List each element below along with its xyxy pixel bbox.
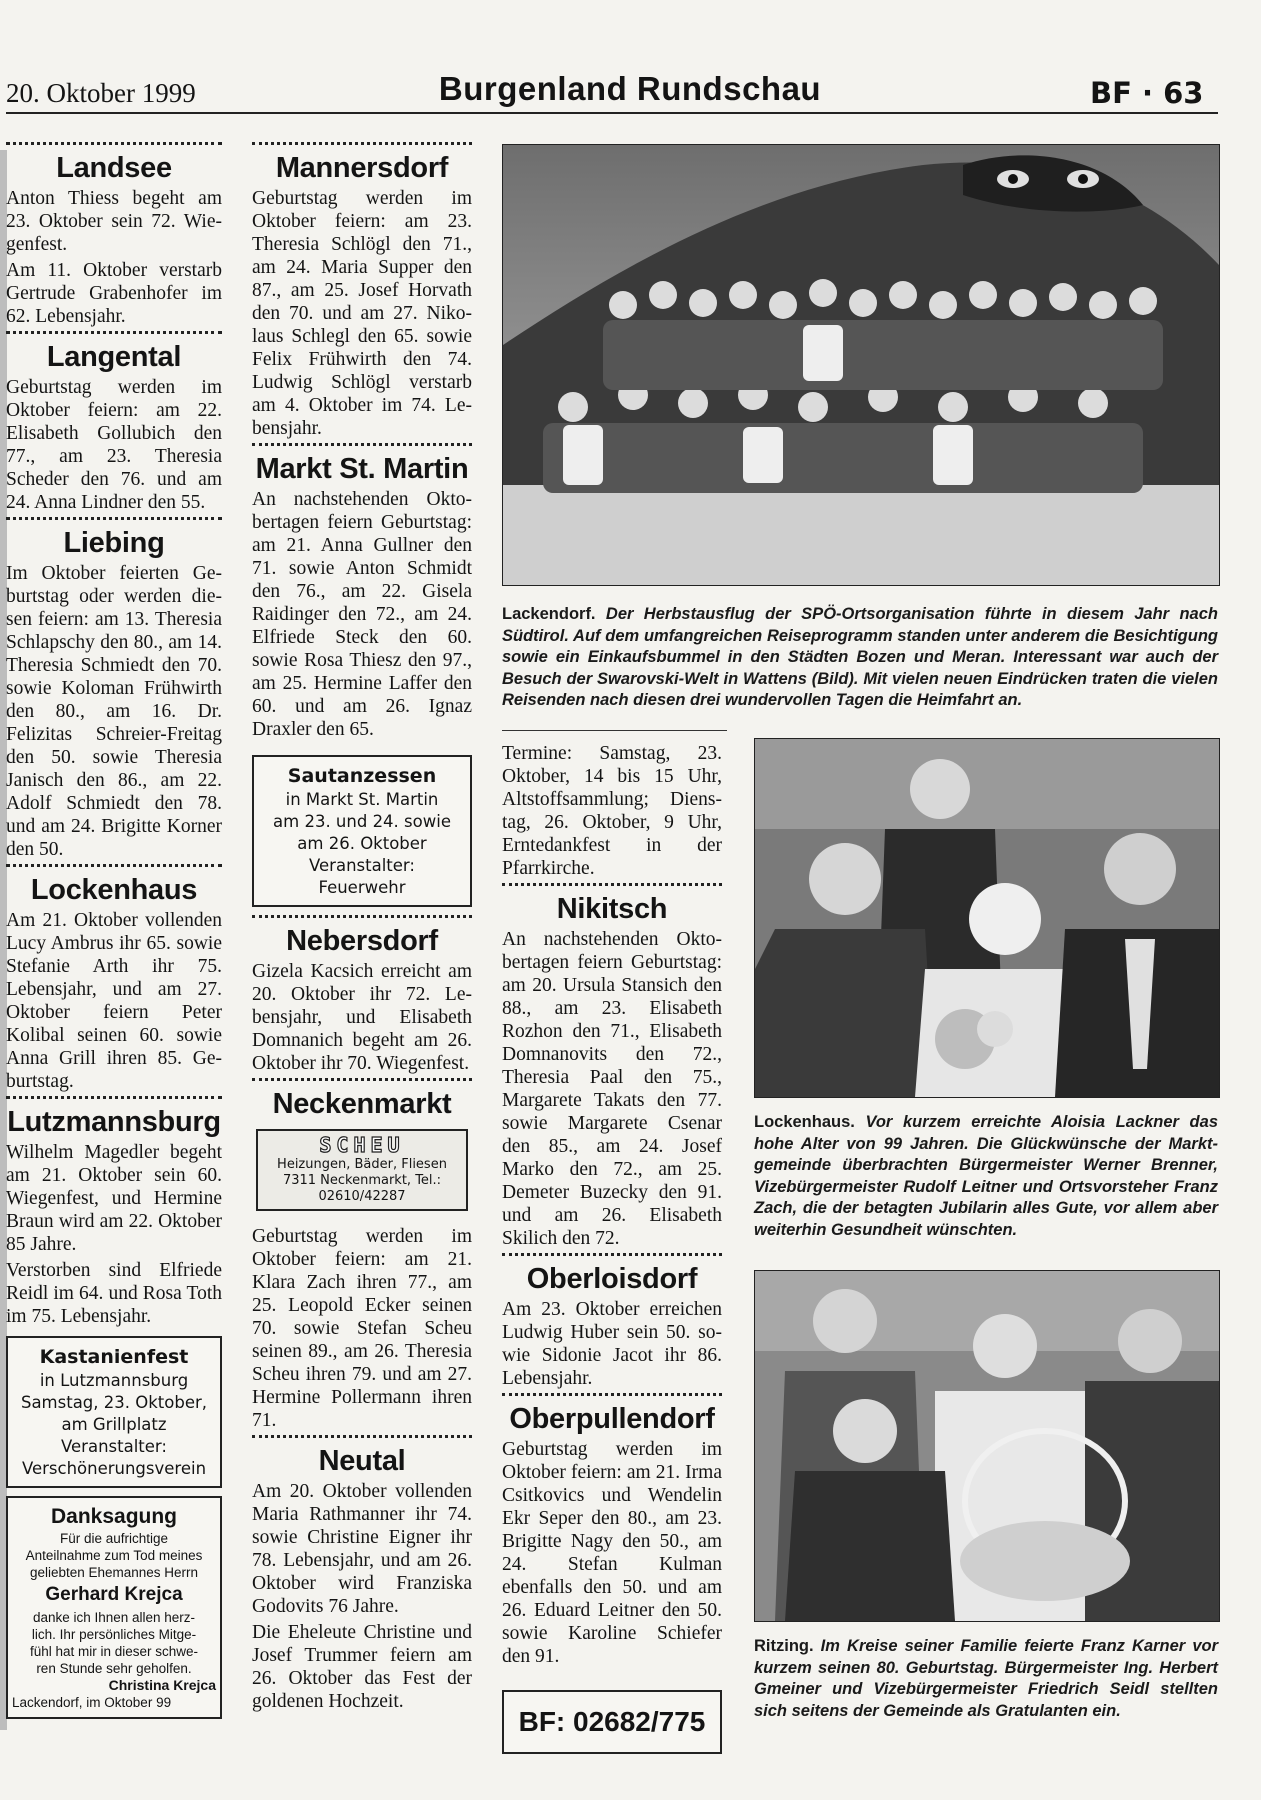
danksagung-line: Für die aufrichtige (59, 1531, 169, 1546)
heading-landsee: Landsee (56, 152, 172, 184)
divider (6, 1096, 222, 1099)
article-nebersdorf: Gizela Kacsich erreicht am 20. Oktober ihr 72. Lebensjahr, und Elisabeth Domnanich begeht am 26. Oktober ihr 70. Wiegenfest. (252, 961, 472, 1074)
caption-place: Ritzing. (754, 1637, 814, 1655)
article-oberloisdorf: Am 23. Oktober erreichen Ludwig Huber sein 50. sowie Sidonie Jacot ihr 86. Lebensjahr. (502, 1299, 722, 1389)
article-lutzmannsburg-p2: Verstorben sind Elfriede Reidl im 64. und Rosa Toth im 75. Lebensjahr. (6, 1260, 222, 1327)
article-nikitsch: An nachstehenden Oktobertagen feiern Geburtstag: am 20. Ursula Stansich den 88., am 23. Elisabeth Rozhon den 71., Elisabeth Domnanovits den 72., Theresia Paal den 75., Margarete Takats den 77. sowie Margarete Csenar den 85., am 24. Josef Marko den 72., am 25. Demeter Buzecky den 91. und am 26. Elisabeth Skilich den 72. (502, 929, 722, 1249)
caption-text: Im Kreise seiner Familie feierte Franz Karner vor kurzem seinen 80. Geburtstag. Bürgermeister Ing. Herbert Gmeiner und Vizebürgermeister Friedrich Seidl stellten sich seitens der Gemeinde als Gratulanten ein. (754, 1637, 1218, 1720)
article-markt-st-martin: An nachstehenden Oktobertagen feiern Geburtstag: am 21. Anna Gullner den 71. sowie Anton Schmidt den 76., am 22. Gisela Raidinger den 72., am 24. Elfriede Steck den 60. sowie Rosa Thiesz den 97., am 25. Hermine Laffer den 60. und am 26. Ignaz Draxler den 65. (252, 489, 472, 740)
danksagung-place-date: Lackendorf, im Oktober 99 (12, 1695, 172, 1710)
column-2 (252, 140, 472, 1716)
article-neutal-p2: Die Eheleute Christine und Josef Trummer feiern am 26. Oktober das Fest der goldenen Hochzeit. (252, 1622, 472, 1712)
heading-neutal: Neutal (318, 1445, 406, 1477)
heading-oberpullendorf: Oberpullendorf (509, 1403, 715, 1435)
photo-ritzing (754, 1270, 1220, 1622)
page-number: BF · 63 (1090, 76, 1204, 110)
heading-langental: Langental (46, 341, 182, 373)
ad-line: Feuerwehr (318, 878, 406, 897)
divider (6, 517, 222, 520)
ad-line: am 23. und 24. sowie (273, 812, 451, 831)
caption-text: Vor kurzem erreichte Aloisia Lackner das hohe Alter von 99 Jahren. Die Glückwünsche der Marktgemeinde überbrachten Bürgermeister Werner Brenner, Vizebürgermeister Rudolf Leitner und Ortsvorsteher Franz Zach, die der betagten Jubilarin alles Gute, vor allem aber weiterhin Gesundheit wünschten. (754, 1113, 1218, 1239)
ad-danksagung (6, 1496, 222, 1719)
caption-text: Der Herbstausflug der SPÖ-Ortsorganisation führte in diesem Jahr nach Südtirol. Auf dem umfangreichen Reiseprogramm standen unter anderem die Besichtigung sowie ein Einkaufsbummel in den Städten Bozen und Meran. Interessant war auch der Besuch der Swarovski-Welt in Wattens (Bild). Mit vielen neuen Eindrücken traten die vielen Reisenden nach diesen drei wundervollen Tagen die Heimfahrt an. (502, 605, 1218, 709)
article-mannersdorf: Geburtstag werden im Oktober feiern: am 23. Theresia Schlögl den 71., am 24. Maria Supper den 87., am 25. Josef Horvath den 70. und am 27. Nikolaus Schlegl den 65. sowie Felix Frühwirth den 74. Ludwig Schlögl verstarb am 4. Oktober im 74. Lebensjahr. (252, 188, 472, 439)
heading-lutzmannsburg: Lutzmannsburg (7, 1106, 221, 1138)
ad-scheu (256, 1129, 468, 1211)
divider (252, 1078, 472, 1081)
column-1 (6, 140, 222, 1727)
article-lutzmannsburg-p1: Wilhelm Magedler begeht am 21. Oktober sein 60. Wiegenfest, und Hermine Braun wird am 22. Oktober 85 Jahre. (6, 1142, 222, 1255)
danksagung-line: ren Stunde sehr geholfen. (36, 1661, 192, 1676)
scheu-logo: SCHEU (319, 1133, 405, 1157)
divider (502, 883, 722, 886)
divider (252, 915, 472, 918)
danksagung-title: Danksagung (50, 1505, 178, 1528)
ad-line: Verschönerungsverein (21, 1459, 207, 1478)
danksagung-line: Anteilnahme zum Tod meines (25, 1548, 203, 1563)
article-liebing: Im Oktober feierten Geburtstag oder werden diesen feiern: am 13. Theresia Schlapschy den 80., am 14. Theresia Schmiedt den 70. sowie Koloman Frühwirth den 80., am 16. Dr. Felizitas Schreier-Freitag den 50. sowie Theresia Janisch den 86., am 22. Adolf Schmiedt den 78. und am 24. Brigitte Korner den 50. (6, 563, 222, 860)
scheu-line: 7311 Neckenmarkt, Tel.: 02610/42287 (282, 1173, 442, 1204)
scheu-line: Heizungen, Bäder, Fliesen (277, 1157, 447, 1172)
family-photo-illustration (755, 1271, 1219, 1621)
ad-line: in Lutzmannsburg (39, 1371, 189, 1390)
divider (502, 1393, 722, 1396)
article-langental: Geburtstag werden im Oktober feiern: am 22. Elisabeth Gollubich den 77., am 23. Theresia Scheder den 76. und am 24. Anna Lindner den 55. (6, 377, 222, 513)
danksagung-signature: Christina Krejca (108, 1677, 216, 1693)
divider (502, 1253, 722, 1256)
danksagung-name: Gerhard Krejca (45, 1584, 183, 1605)
article-oberpullendorf: Geburtstag werden im Oktober feiern: am 21. Irma Csitkovics und Wendelin Ekr Seper den 80., am 23. Brigitte Nagy den 50., am 24. Stefan Kulman ebenfalls den 50. und am 26. Eduard Leitner den 50. sowie Karoline Schiefer den 91. (502, 1439, 722, 1667)
heading-lockenhaus: Lockenhaus (30, 874, 198, 906)
ad-title: Sautanzessen (287, 765, 437, 787)
heading-markt-st-martin: Markt St. Martin (255, 453, 469, 485)
ad-line: Samstag, 23. Oktober, (20, 1393, 208, 1412)
masthead-rule (6, 112, 1218, 114)
heading-oberloisdorf: Oberloisdorf (526, 1263, 698, 1295)
article-neutal-p1: Am 20. Oktober vollenden Maria Rathmanner ihr 74. sowie Christine Eigner ihr 78. Lebensjahr, und am 26. Oktober wird Franziska Godovits 76 Jahre. (252, 1481, 472, 1617)
heading-neckenmarkt: Neckenmarkt (272, 1088, 452, 1120)
divider (252, 142, 472, 145)
portrait-photo-illustration (755, 739, 1219, 1097)
caption-lockenhaus (754, 1112, 1218, 1241)
article-neckenmarkt: Geburtstag werden im Oktober feiern: am 21. Klara Zach ihren 77., am 25. Leopold Ecker seinen 70. sowie Stefan Scheu seinen 89., am 26. Theresia Scheu ihren 79. und am 27. Hermine Pollermann ihren 71. (252, 1226, 472, 1431)
caption-place: Lackendorf. (502, 605, 596, 623)
divider (252, 1435, 472, 1438)
danksagung-line: danke ich Ihnen allen herz- (32, 1610, 196, 1625)
column-3 (502, 742, 722, 1754)
caption-lackendorf (502, 604, 1218, 712)
ad-title: Kastanienfest (39, 1346, 189, 1368)
ad-kastanienfest (6, 1336, 222, 1488)
heading-liebing: Liebing (63, 527, 165, 559)
photo-lockenhaus (754, 738, 1220, 1098)
caption-ritzing (754, 1636, 1218, 1722)
group-photo-illustration (503, 145, 1219, 585)
danksagung-line: lich. Ihr persönliches Mitge- (31, 1627, 197, 1642)
article-landsee-p2: Am 11. Oktober verstarb Gertrude Grabenhofer im 62. Lebensjahr. (6, 260, 222, 327)
divider (252, 443, 472, 446)
ad-line: Veranstalter: (309, 856, 415, 875)
phone-box: BF: 02682/775 (502, 1690, 722, 1754)
divider (6, 142, 222, 145)
divider (6, 864, 222, 867)
heading-nikitsch: Nikitsch (556, 893, 668, 925)
ad-line: Veranstalter: (61, 1437, 167, 1456)
issue-date: 20. Oktober 1999 (6, 78, 196, 108)
ad-line: am Grillplatz (61, 1415, 167, 1434)
danksagung-line: geliebten Ehemannes Herrn (29, 1565, 199, 1580)
photo-lackendorf-group (502, 144, 1220, 586)
ad-line: am 26. Oktober (297, 834, 427, 853)
article-landsee-p1: Anton Thiess begeht am 23. Oktober sein 72. Wiegenfest. (6, 188, 222, 255)
danksagung-line: fühl hat mir in dieser schwe- (29, 1644, 199, 1659)
article-lockenhaus: Am 21. Oktober vollenden Lucy Ambrus ihr 65. sowie Stefanie Arth ihr 75. Lebensjahr, und am 27. Oktober feiern Peter Kolibal seinen 60. sowie Anna Grill ihren 85. Geburtstag. (6, 910, 222, 1092)
heading-mannersdorf: Mannersdorf (275, 152, 449, 184)
article-termine: Termine: Samstag, 23. Oktober, 14 bis 15 Uhr, Altstoffsammlung; Dienstag, 26. Oktober, 9 Uhr, Erntedankfest in der Pfarrkirche. (502, 743, 722, 879)
caption-place: Lockenhaus. (754, 1113, 855, 1131)
ad-line: in Markt St. Martin (285, 790, 439, 809)
heading-nebersdorf: Nebersdorf (286, 925, 438, 957)
newspaper-title: Burgenland Rundschau (438, 70, 822, 107)
ad-sautanzessen (252, 755, 472, 907)
divider (6, 331, 222, 334)
rule (502, 730, 727, 731)
